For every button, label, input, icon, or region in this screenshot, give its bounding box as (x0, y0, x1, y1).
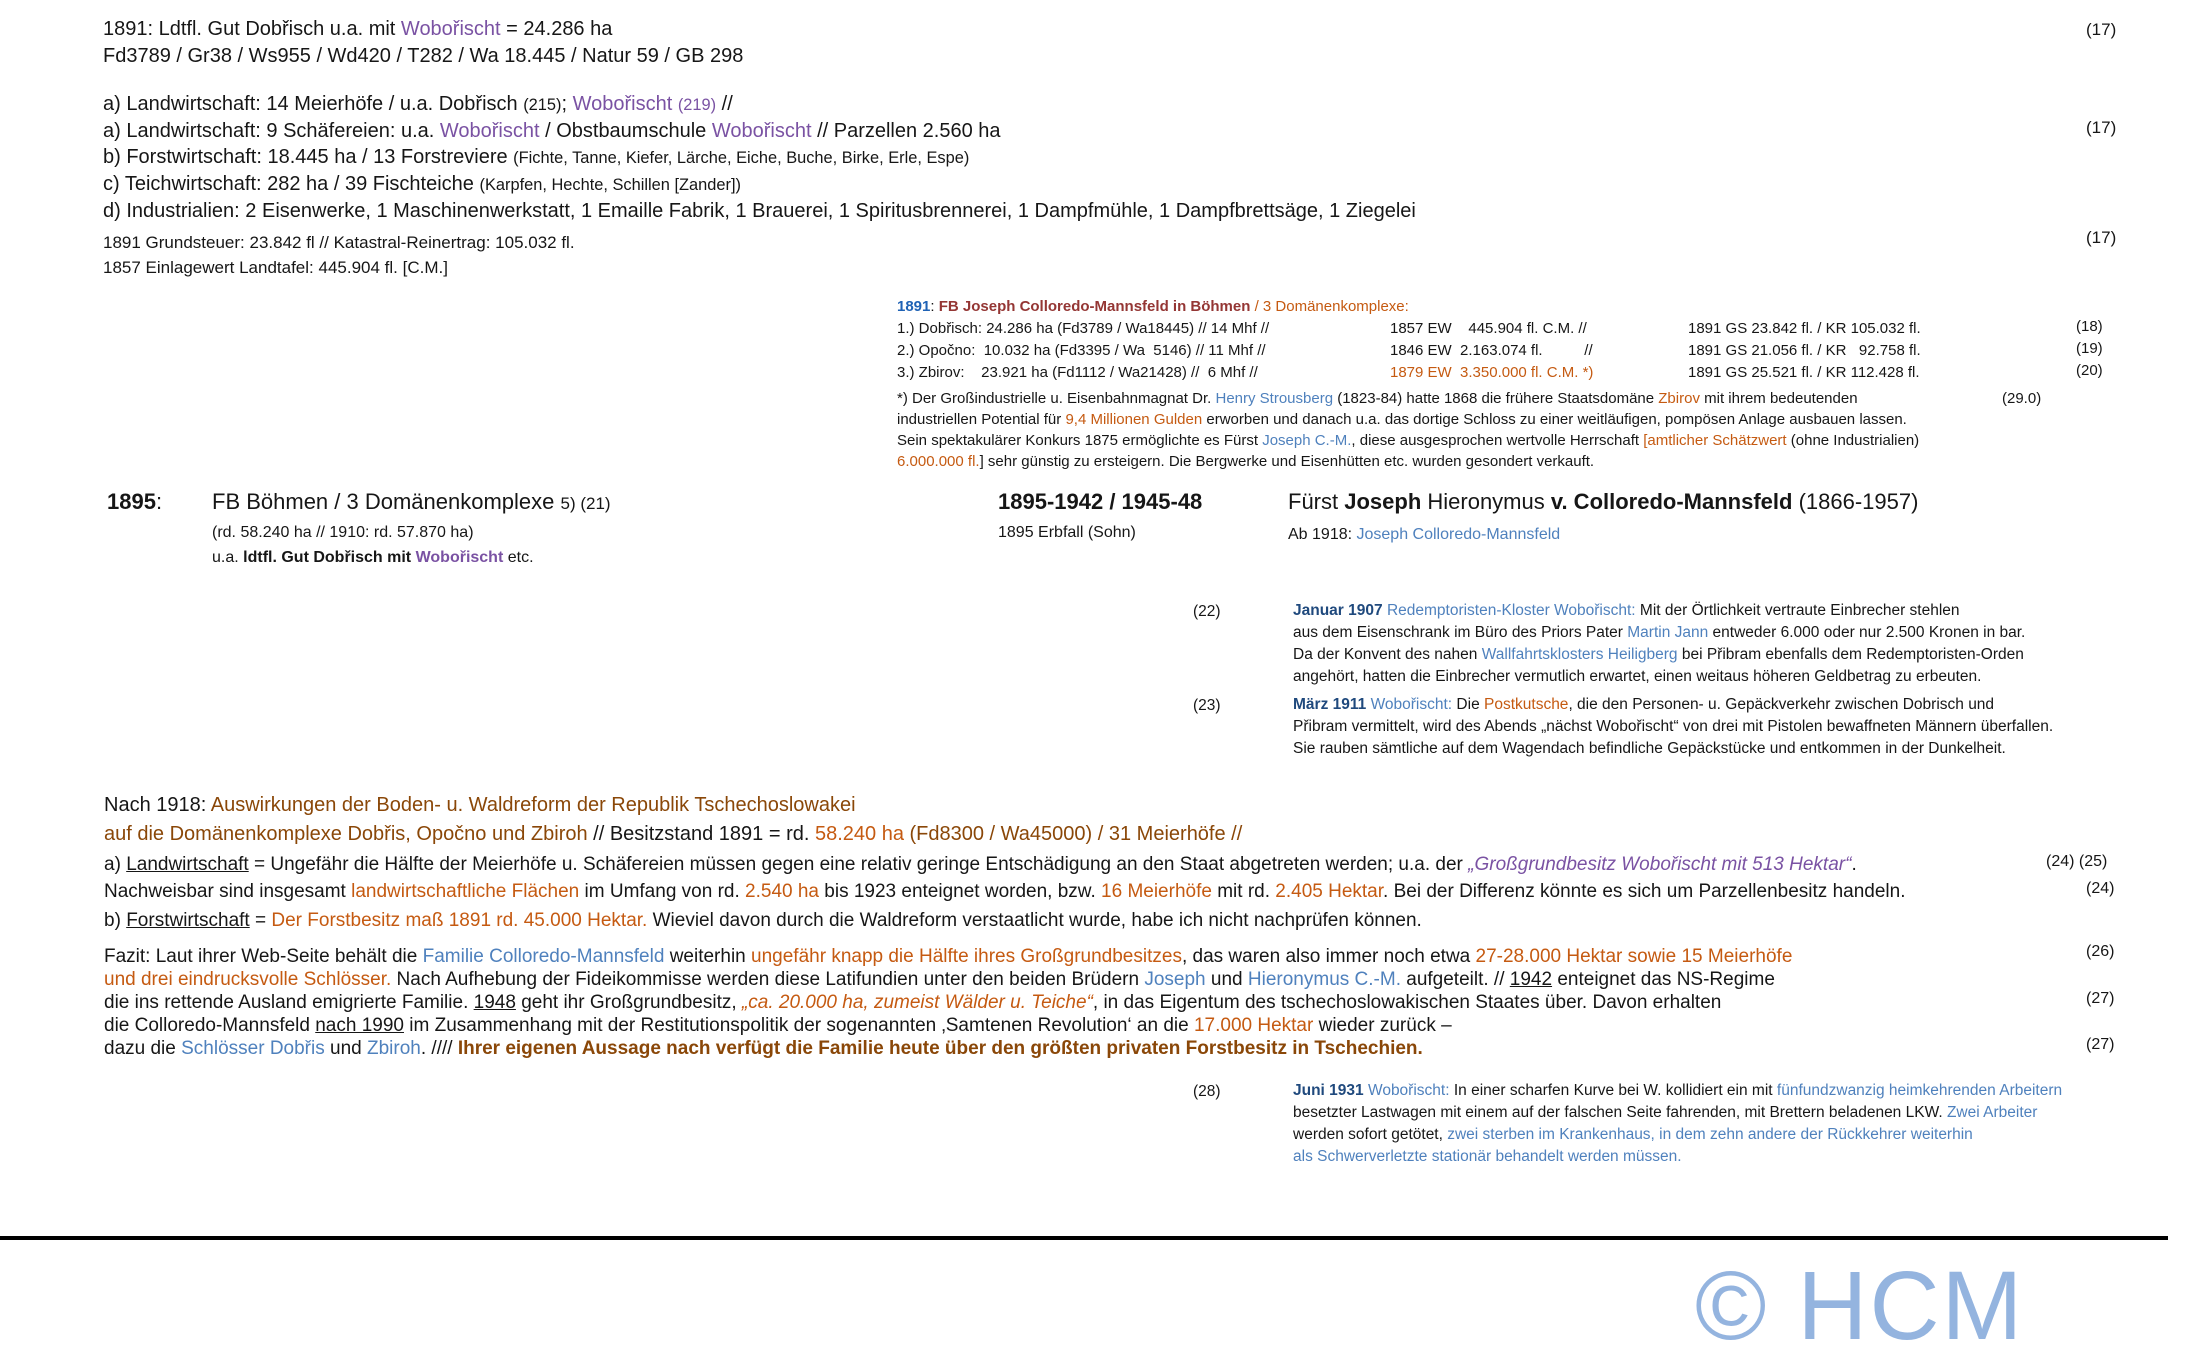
nach-1918-heading: Nach 1918: Auswirkungen der Boden- u. Waldreform der Republik Tschechoslowakei auf die Domänenkomplexe Dobřis, Opočno und Zbiroh // Besitzstand 1891 = rd. 58.240 ha (Fd8300 / Wa45000) / 31 Meierhöfe // (104, 794, 1243, 845)
head-1891-gut-dobrisch: 1891: Ldtfl. Gut Dobřisch u.a. mit Wobořischt = 24.286 ha Fd3789 / Gr38 / Ws955 / Wd420 / T282 / Wa 18.445 / Natur 59 / GB 298 (103, 18, 744, 67)
margin-ref: (22) (1193, 603, 1221, 620)
news-juni-1931: Juni 1931 Wobořischt: In einer scharfen Kurve bei W. kollidiert ein mit fünfundzwanzig heimkehrenden Arbeitern besetzter Lastwagen mit einem auf der falschen Seite fahrenden, mit Brettern beladenen LKW. Zwei Arbeiter werden sofort getötet, zwei sterben im Krankenhaus, in dem zehn andere der Rückkehrer weiterhin als Schwerverletzte stationär behandelt werden müssen. (1293, 1082, 2063, 1165)
margin-ref: (28) (1193, 1083, 1221, 1100)
margin-ref: (29.0) (2002, 390, 2042, 407)
paragraph-landwirtschaft: a) Landwirtschaft = Ungefähr die Hälfte der Meierhöfe u. Schäfereien müssen gegen eine relativ geringe Entschädigung an den Staat abgetreten werden; u.a. der „Großgrundbesitz Wobořischt mit 513 Hektar“. Nachweisbar sind insgesamt landwirtschaftliche Flächen im Umfang von rd. 2.540 ha bis 1923 enteignet worden, bzw. 16 Meierhöfe mit rd. 2.405 Hektar. Bei der Differenz könnte es sich um Parzellenbesitz handeln. (104, 854, 1906, 902)
fuerst-joseph-heading: Fürst Joseph Hieronymus v. Colloredo-Mannsfeld (1866-1957) (1288, 489, 1919, 514)
margin-ref: (27) (2086, 1036, 2115, 1053)
margin-ref: (23) (1193, 697, 1221, 714)
period-1895-1948: 1895-1942 / 1945-48 (998, 489, 1203, 514)
fb-1891-gs-kr-column: 1891 GS 23.842 fl. / KR 105.032 fl. 1891 GS 21.056 fl. / KR 92.758 fl. 1891 GS 25.521 fl. / KR 112.428 fl. (1688, 320, 1921, 381)
year-1895-label: 1895: (107, 489, 163, 514)
margin-ref: (26) (2086, 943, 2115, 960)
fazit-paragraph: Fazit: Laut ihrer Web-Seite behält die Familie Colloredo-Mannsfeld weiterhin ungefähr knapp die Hälfte ihres Großgrundbesitzes, das waren also immer noch etwa 27-28.000 Hektar sowie 15 Meierhöfe und drei eindrucksvolle Schlösser. Nach Aufhebung der Fideikommisse werden diese Latifundien unter den beiden Brüdern Joseph und Hieronymus C.-M. aufgeteilt. // 1942 enteignet das NS-Regime die ins rettende Ausland emigrierte Familie. 1948 geht ihr Großgrundbesitz, „ca. 20.000 ha, zumeist Wälder u. Teiche“, in das Eigentum des tschechoslowakischen Staates über. Davon erhalten die Colloredo-Mannsfeld nach 1990 im Zusammenhang mit der Restitutionspolitik der sogenannten ‚Samtenen Revolution‘ an die 17.000 Hektar wieder zurück – dazu die Schlösser Dobřis und Zbiroh. //// Ihrer eigenen Aussage nach verfügt die Familie heute über den größten privaten Forstbesitz in Tschechien. (104, 946, 1793, 1059)
margin-ref: (24) (2086, 880, 2115, 897)
news-januar-1907: Januar 1907 Redemptoristen-Kloster Wobořischt: Mit der Örtlichkeit vertraute Einbrecher stehlen aus dem Eisenschrank im Büro des Priors Pater Martin Jann entweder 6.000 oder nur 2.500 Kronen in bar. Da der Konvent des nahen Wallfahrtsklosters Heiligberg bei Přibram ebenfalls dem Redemptoristen-Orden angehört, hatten die Einbrecher vermutlich erwartet, einen weitaus höheren Geldbetrag zu erbeuten. (1293, 602, 2026, 685)
news-maerz-1911: März 1911 Wobořischt: Die Postkutsche, die den Personen- u. Gepäckverkehr zwischen Dobrisch und Přibram vermittelt, wird des Abends „nächst Wobořischt“ von drei mit Pistolen bewaffneten Männern überfallen. Sie rauben sämtliche auf dem Wagendach befindliche Gepäckstücke und entkommen in der Dunkelheit. (1293, 696, 2054, 757)
list-wirtschaft-abcd: a) Landwirtschaft: 14 Meierhöfe / u.a. Dobřisch (215); Wobořischt (219) // a) Landwirtschaft: 9 Schäfereien: u.a. Wobořischt / Obstbaumschule Wobořischt // Parzellen 2.560 ha b) Forstwirtschaft: 18.445 ha / 13 Forstreviere (Fichte, Tanne, Kiefer, Lärche, Eiche, Buche, Birke, Erle, Espe) c) Teichwirtschaft: 282 ha / 39 Fischteiche (Karpfen, Hechte, Schillen [Zander]) d) Industrialien: 2 Eisenwerke, 1 Maschinenwerkstatt, 1 Emaille Fabrik, 1 Brauerei, 1 Spiritusbrennerei, 1 Dampfmühle, 1 Dampfbrettsäge, 1 Ziegelei (103, 93, 1416, 222)
margin-ref: (19) (2076, 340, 2103, 357)
footer-divider (0, 1236, 2168, 1240)
strousberg-footnote: *) Der Großindustrielle u. Eisenbahnmagnat Dr. Henry Strousberg (1823-84) hatte 1868 die frühere Staatsdomäne Zbirov mit ihrem bedeutenden industriellen Potential für 9,4 Millionen Gulden erworben und danach u.a. das dortige Schloss zu einer weitläufigen, pompösen Anlage ausbauen lassen. Sein spektakulärer Konkurs 1875 ermöglichte es Fürst Joseph C.-M., diese ausgesprochen wertvolle Herrschaft [amtlicher Schätzwert (ohne Industrialien) 6.000.000 fl.] sehr günstig zu ersteigern. Die Bergwerke und Eisenhütten etc. wurden gesondert verkauft. (897, 390, 1920, 470)
ab-1918-note: Ab 1918: Joseph Colloredo-Mannsfeld (1288, 526, 1561, 543)
fb-1891-ew-column: 1857 EW 445.904 fl. C.M. // 1846 EW 2.163.074 fl. // 1879 EW 3.350.000 fl. C.M. *) (1390, 320, 1594, 381)
hcm-watermark: © HCM (1695, 1251, 2025, 1356)
year-1895-title: FB Böhmen / 3 Domänenkomplexe 5) (21) (212, 489, 611, 514)
fb-1891-title: 1891: FB Joseph Colloredo-Mannsfeld in Böhmen / 3 Domänenkomplexe: (897, 298, 1409, 315)
margin-ref: (17) (2086, 20, 2117, 39)
fb-1891-domains-column: 1.) Dobřisch: 24.286 ha (Fd3789 / Wa18445) // 14 Mhf // 2.) Opočno: 10.032 ha (Fd3395 / Wa 5146) // 11 Mhf // 3.) Zbirov: 23.921 ha (Fd1112 / Wa21428) // 6 Mhf // (897, 320, 1270, 381)
margin-ref: (24) (25) (2046, 853, 2108, 870)
grundsteuer-block: 1891 Grundsteuer: 23.842 fl // Katastral-Reinertrag: 105.032 fl. 1857 Einlagewert Landtafel: 445.904 fl. [C.M.] (103, 233, 575, 277)
margin-ref: (17) (2086, 228, 2117, 247)
paragraph-forstwirtschaft: b) Forstwirtschaft = Der Forstbesitz maß 1891 rd. 45.000 Hektar. Wieviel davon durch die Waldreform verstaatlicht wurde, habe ich nicht nachprüfen können. (104, 910, 1422, 931)
year-1895-subtitle: (rd. 58.240 ha // 1910: rd. 57.870 ha) u.a. ldtfl. Gut Dobřisch mit Wobořischt etc. (212, 524, 534, 566)
margin-ref: (17) (2086, 118, 2117, 137)
erbfall-note: 1895 Erbfall (Sohn) (998, 524, 1136, 541)
margin-ref: (18) (2076, 318, 2103, 335)
margin-ref: (20) (2076, 362, 2103, 379)
margin-ref: (27) (2086, 990, 2115, 1007)
